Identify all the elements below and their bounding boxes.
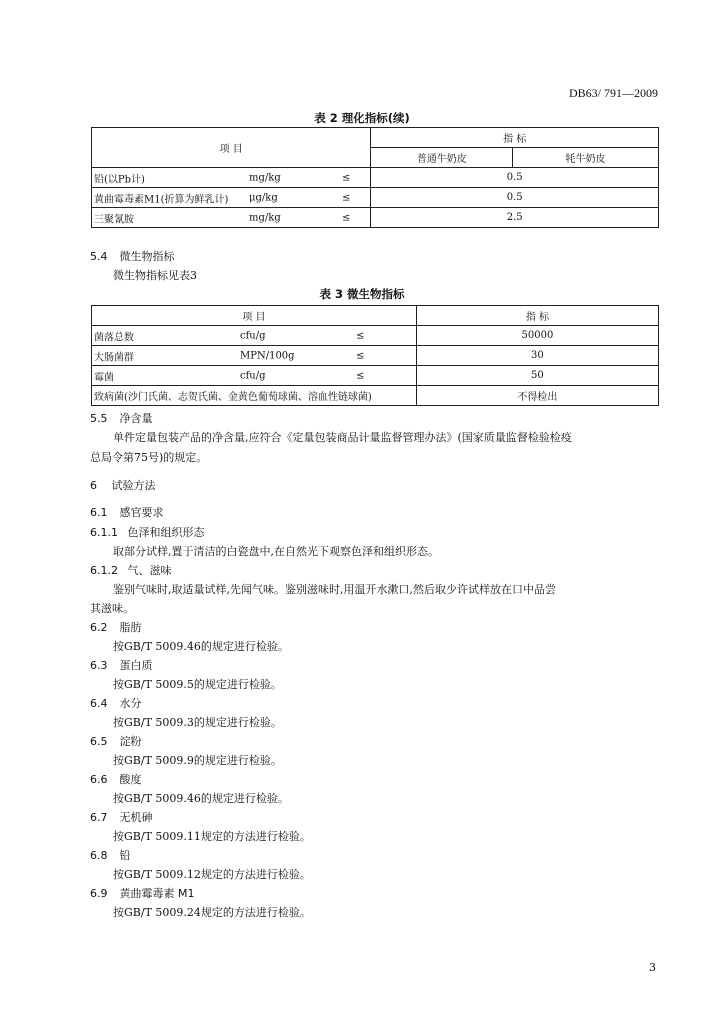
row-value: 30 <box>416 346 658 366</box>
section-number: 6.1.2 <box>90 564 118 577</box>
row-symbol: ≤ <box>342 192 351 203</box>
table2 <box>91 127 659 228</box>
row-symbol: ≤ <box>356 350 365 361</box>
row-name: 黄曲霉毒素M1(折算为鲜乳计) <box>94 194 229 205</box>
row-name: 致病菌(沙门氏菌、志贺氏菌、金黄色葡萄球菌、溶血性链球菌) <box>92 386 417 406</box>
section-title: 微生物指标 <box>119 250 175 263</box>
section-title: 脂肪 <box>119 621 142 634</box>
table3-header-index: 指 标 <box>416 306 658 326</box>
table-row <box>92 208 659 228</box>
row-unit: cfu/g <box>240 330 266 341</box>
section-title: 无机砷 <box>119 811 153 824</box>
row-symbol: ≤ <box>342 172 351 183</box>
section-number: 6.3 <box>90 659 108 672</box>
section-5-4-text: 微生物指标见表3 <box>113 269 197 282</box>
table2-header-item: 项 目 <box>92 128 371 168</box>
row-unit: μg/kg <box>249 192 278 203</box>
row-unit: mg/kg <box>249 172 281 183</box>
row-name: 三聚氰胺 <box>94 214 134 225</box>
table2-header-index: 指 标 <box>371 128 659 148</box>
section-6-7-heading <box>90 809 153 825</box>
section-5-5-line1: 单件定量包装产品的净含量,应符合《定量包装商品计量监督管理办法》(国家质量监督检验检疫 <box>113 431 572 444</box>
section-title: 气、滋味 <box>127 564 172 577</box>
table3 <box>91 305 659 406</box>
row-unit: mg/kg <box>249 212 281 223</box>
section-6-5-heading <box>90 733 142 749</box>
page-number: 3 <box>649 961 656 974</box>
section-title: 试验方法 <box>111 479 156 492</box>
section-6-4-text: 按GB/T 5009.3的规定进行检验。 <box>113 716 282 729</box>
section-title: 黄曲霉毒素 M1 <box>119 887 195 900</box>
table3-caption: 表 3 微生物指标 <box>319 287 405 301</box>
table-row <box>92 346 659 366</box>
section-number: 6.4 <box>90 697 108 710</box>
section-6-3-text: 按GB/T 5009.5的规定进行检验。 <box>113 678 282 691</box>
section-6-1-2-line1: 鉴别气味时,取适量试样,先闻气味。鉴别滋味时,用温开水漱口,然后取少许试样放在口中品尝 <box>113 583 556 596</box>
row-name: 铅(以Pb计) <box>94 174 145 185</box>
section-6-1-2-heading <box>90 562 172 578</box>
row-unit: MPN/100g <box>240 350 295 361</box>
section-6-1-1-heading <box>90 524 205 540</box>
row-value: 0.5 <box>371 188 659 208</box>
section-6-6-text: 按GB/T 5009.46的规定进行检验。 <box>113 792 289 805</box>
section-number: 6.1.1 <box>90 526 118 539</box>
section-6-8-heading <box>90 847 131 863</box>
table-row <box>92 168 659 188</box>
row-symbol: ≤ <box>342 212 351 223</box>
row-value: 不得检出 <box>416 386 658 406</box>
section-6-1-heading <box>90 504 164 520</box>
section-number: 6.8 <box>90 849 108 862</box>
section-number: 6.7 <box>90 811 108 824</box>
section-6-7-text: 按GB/T 5009.11规定的方法进行检验。 <box>113 830 311 843</box>
table-row <box>92 326 659 346</box>
section-6-1-2-line2: 其滋味。 <box>90 602 134 615</box>
section-6-1-1-text: 取部分试样,置于清洁的白瓷盘中,在自然光下观察色泽和组织形态。 <box>113 545 439 558</box>
section-6-8-text: 按GB/T 5009.12规定的方法进行检验。 <box>113 868 311 881</box>
section-5-5-line2: 总局令第75号)的规定。 <box>90 451 208 464</box>
section-title: 酸度 <box>119 773 142 786</box>
section-6-3-heading <box>90 657 153 673</box>
section-5-4-heading <box>90 248 175 264</box>
section-number: 6.6 <box>90 773 108 786</box>
row-name: 霉菌 <box>94 372 114 383</box>
section-number: 5.4 <box>90 250 108 263</box>
row-symbol: ≤ <box>356 330 365 341</box>
section-number: 6.9 <box>90 887 108 900</box>
section-title: 蛋白质 <box>119 659 153 672</box>
row-name: 菌落总数 <box>94 332 134 343</box>
section-title: 净含量 <box>119 412 153 425</box>
section-title: 色泽和组织形态 <box>127 526 205 539</box>
document-number: DB63/ 791—2009 <box>568 86 658 100</box>
section-6-2-heading <box>90 619 142 635</box>
section-5-5-heading <box>90 410 153 426</box>
section-title: 淀粉 <box>119 735 142 748</box>
row-value: 50 <box>416 366 658 386</box>
table-row <box>92 188 659 208</box>
section-number: 5.5 <box>90 412 108 425</box>
section-title: 铅 <box>119 849 131 862</box>
table-row <box>92 386 659 406</box>
table3-header-item: 项 目 <box>92 306 417 326</box>
table-row <box>92 366 659 386</box>
table2-sub-ordinary: 普通牛奶皮 <box>371 148 513 168</box>
row-value: 50000 <box>416 326 658 346</box>
section-6-9-heading <box>90 885 195 901</box>
section-6-4-heading <box>90 695 142 711</box>
section-title: 感官要求 <box>119 506 164 519</box>
section-number: 6.1 <box>90 506 108 519</box>
section-number: 6.2 <box>90 621 108 634</box>
section-6-heading <box>90 477 156 493</box>
section-number: 6 <box>90 479 97 492</box>
table2-sub-yak: 牦牛奶皮 <box>513 148 659 168</box>
row-name: 大肠菌群 <box>94 352 134 363</box>
row-value: 0.5 <box>371 168 659 188</box>
row-symbol: ≤ <box>356 370 365 381</box>
row-unit: cfu/g <box>240 370 266 381</box>
row-value: 2.5 <box>371 208 659 228</box>
section-6-9-text: 按GB/T 5009.24规定的方法进行检验。 <box>113 906 311 919</box>
section-title: 水分 <box>119 697 142 710</box>
table2-caption: 表 2 理化指标(续) <box>314 111 410 125</box>
section-number: 6.5 <box>90 735 108 748</box>
section-6-5-text: 按GB/T 5009.9的规定进行检验。 <box>113 754 282 767</box>
section-6-2-text: 按GB/T 5009.46的规定进行检验。 <box>113 640 289 653</box>
section-6-6-heading <box>90 771 142 787</box>
